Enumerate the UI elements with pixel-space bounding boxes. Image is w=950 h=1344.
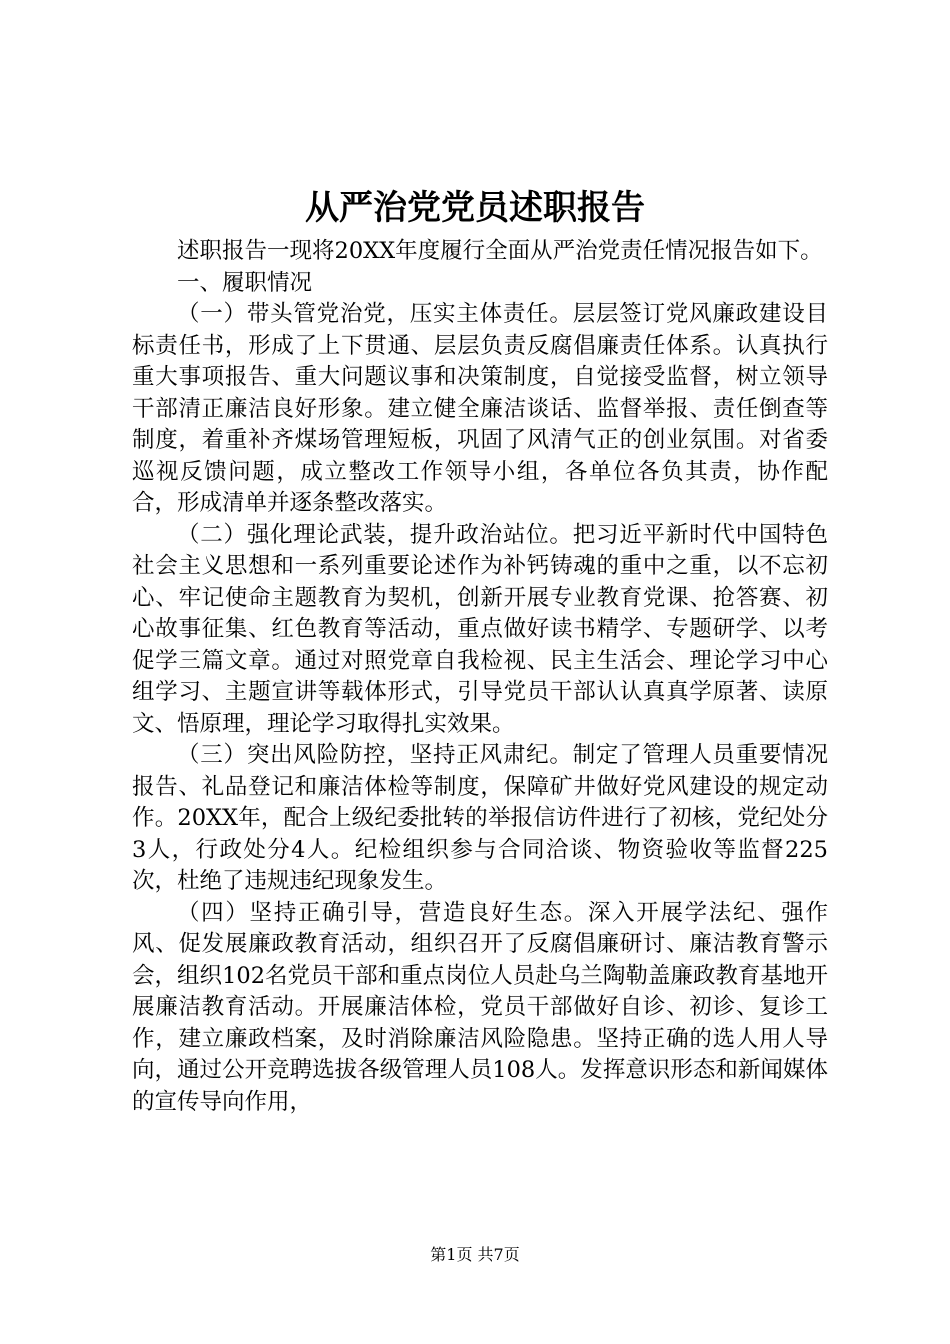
document-title: 从严治党党员述职报告 xyxy=(305,188,645,228)
paragraph-3: （三）突出风险防控，坚持正风肃纪。制定了管理人员重要情况报告、礼品登记和廉洁体检等制度，保障矿井做好党风建设的规定动作。20XX年，配合上级纪委批转的举报信访件进行了初核，党纪处分3人，行政处分4人。纪检组织参与合同洽谈、物资验收等监督225次，杜绝了违规违纪现象发生。 xyxy=(132,742,828,894)
page-footer: 第1页 共7页 xyxy=(430,1245,520,1264)
section-heading: 一、履职情况 xyxy=(177,269,313,296)
document-body xyxy=(132,236,828,1118)
paragraph-2: （二）强化理论武装，提升政治站位。把习近平新时代中国特色社会主义思想和一系列重要论述作为补钙铸魂的重中之重，以不忘初心、牢记使命主题教育为契机，创新开展专业教育党课、抢答赛、初心故事征集、红色教育等活动，重点做好读书精学、专题研学、以考促学三篇文章。通过对照党章自我检视、民主生活会、理论学习中心组学习、主题宣讲等载体形式，引导党员干部认认真真学原著、读原文、悟原理，理论学习取得扎实效果。 xyxy=(132,521,828,737)
paragraph-1: （一）带头管党治党，压实主体责任。层层签订党风廉政建设目标责任书，形成了上下贯通、层层负责反腐倡廉责任体系。认真执行重大事项报告、重大问题议事和决策制度，自觉接受监督，树立领导干部清正廉洁良好形象。建立健全廉洁谈话、监督举报、责任倒查等制度，着重补齐煤场管理短板，巩固了风清气正的创业氛围。对省委巡视反馈问题，成立整改工作领导小组，各单位各负其责，协作配合，形成清单并逐条整改落实。 xyxy=(132,301,828,516)
paragraph-4: （四）坚持正确引导，营造良好生态。深入开展学法纪、强作风、促发展廉政教育活动，组织召开了反腐倡廉研讨、廉洁教育警示会，组织102名党员干部和重点岗位人员赴乌兰陶勒盖廉政教育基地开展廉洁教育活动。开展廉洁体检，党员干部做好自诊、初诊、复诊工作，建立廉政档案，及时消除廉洁风险隐患。坚持正确的选人用人导向，通过公开竞聘选拔各级管理人员108人。发挥意识形态和新闻媒体的宣传导向作用， xyxy=(132,899,828,1115)
paragraph-intro: 述职报告一现将20XX年度履行全面从严治党责任情况报告如下。 xyxy=(177,238,823,264)
